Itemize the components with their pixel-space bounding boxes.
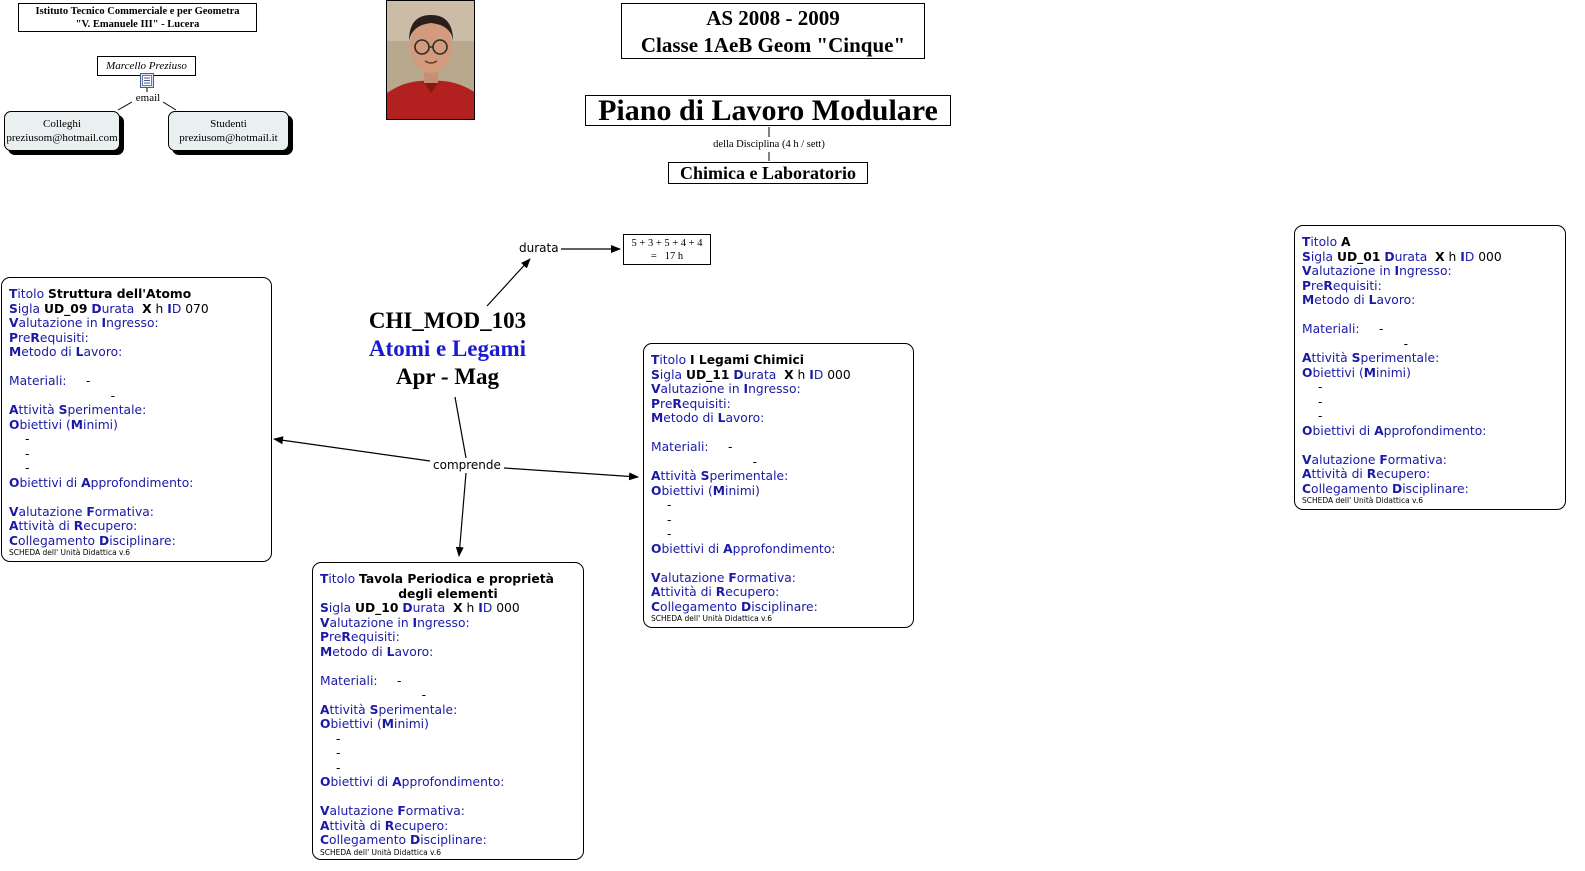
obiettivo-item: - (667, 512, 672, 527)
unit-hours: X (142, 301, 152, 316)
card-footer: SCHEDA dell' Unità Didattica v.6 (320, 847, 442, 857)
module-node[interactable] (340, 307, 555, 391)
school-name: Istituto Tecnico Commerciale e per Geometra (35, 6, 240, 17)
school-box (18, 3, 257, 32)
attivita-sperimentale-label: Attività Sperimentale: (320, 702, 458, 717)
obiettivi-minimi-label: Obiettivi (Minimi) (1302, 365, 1411, 380)
module-code: CHI_MOD_103 (368, 308, 527, 333)
unit-title-row (320, 572, 576, 587)
unit-title: I Legami Chimici (690, 353, 804, 367)
titolo-label-initial: T (651, 353, 660, 367)
contact-colleghi[interactable] (4, 111, 120, 151)
unit-code-row: Sigla UD_10 Durata X h ID 000 (320, 601, 520, 615)
obiettivo-item: - (1318, 409, 1323, 423)
collegamento-label: Collegamento Disciplinare: (320, 833, 487, 847)
unit-code-row: Sigla UD_11 Durata X h ID 000 (651, 367, 851, 382)
unit-hours: X (784, 367, 794, 382)
materiali-row: Materiali: - (320, 673, 402, 688)
school-place: "V. Emanuele III" - Lucera (75, 19, 200, 30)
author-name: Marcello Preziuso (97, 56, 196, 76)
obiettivo-item: - (336, 746, 341, 760)
unit-id: 000 (496, 601, 520, 615)
discipline-label: della Disciplina (4 h / sett) (690, 138, 848, 151)
unit-title: Struttura dell'Atomo (48, 287, 192, 301)
titolo-label: itolo (1310, 235, 1342, 249)
metodo-label: Metodo di Lavoro: (320, 644, 434, 659)
materiali-row: Materiali: - (9, 374, 91, 388)
obiettivo-item: - (667, 527, 672, 541)
unit-code: UD_09 (43, 301, 88, 316)
obiettivi-approfondimento-label: Obiettivi di Approfondimento: (320, 775, 505, 789)
comprende-label: comprende (433, 458, 501, 472)
card-footer: SCHEDA dell' Unità Didattica v.6 (651, 614, 773, 623)
valutazione-formativa-label: Valutazione Formativa: (1302, 452, 1447, 467)
contact-email: preziusom@hotmail.com (6, 132, 118, 144)
titolo-label: itolo (659, 353, 691, 367)
titolo-label-initial: T (320, 572, 329, 586)
contact-label: Colleghi (43, 118, 81, 130)
prerequisiti-label: PreRequisiti: (651, 396, 731, 411)
obiettivo-item: - (25, 461, 30, 475)
attivita-sperimentale-label: Attività Sperimentale: (651, 469, 789, 483)
materiali-dash: - (651, 454, 758, 469)
valutazione-formativa-label: Valutazione Formativa: (651, 570, 796, 585)
obiettivo-item: - (336, 760, 341, 775)
duration-total: = 17 h (650, 251, 684, 262)
unit-card-ud10[interactable] (312, 562, 584, 860)
materiali-label: Materiali: (651, 440, 709, 454)
valutazione-formativa-label: Valutazione Formativa: (9, 504, 154, 519)
metodo-label: Metodo di Lavoro: (651, 411, 765, 425)
unit-code: UD_11 (685, 367, 730, 382)
prerequisiti-label: PreRequisiti: (320, 630, 400, 644)
unit-title-line2: degli elementi (398, 586, 498, 601)
module-title: Atomi e Legami (368, 336, 527, 361)
obiettivo-item: - (1318, 394, 1323, 409)
subject-name: Chimica e Laboratorio (668, 162, 868, 184)
attivita-recupero-label: Attività di Recupero: (320, 818, 449, 833)
unit-code-row: Sigla UD_09 Durata X h ID 070 (9, 301, 209, 316)
materiali-row: Materiali: - (1302, 322, 1384, 336)
unit-card-ud09[interactable] (1, 277, 272, 562)
materiali-dash: - (1302, 336, 1409, 351)
materiali-label: Materiali: (1302, 322, 1360, 336)
duration-box (623, 234, 711, 265)
materiali-dash: - (320, 688, 427, 702)
unit-title: Tavola Periodica e proprietà (359, 572, 554, 586)
unit-id: 070 (185, 301, 209, 316)
prerequisiti-label: PreRequisiti: (1302, 278, 1382, 293)
contact-label: Studenti (210, 118, 247, 130)
materiali-label: Materiali: (320, 673, 378, 688)
class-name: Classe 1AeB Geom "Cinque" (640, 33, 906, 57)
valutazione-ingresso-label: Valutazione in Ingresso: (320, 615, 470, 630)
collegamento-label: Collegamento Disciplinare: (1302, 481, 1469, 496)
unit-title: A (1341, 235, 1351, 249)
collegamento-label: Collegamento Disciplinare: (9, 533, 176, 548)
unit-hours: X (453, 601, 463, 615)
attivita-sperimentale-label: Attività Sperimentale: (1302, 351, 1440, 365)
obiettivo-item: - (25, 446, 30, 461)
titolo-label-initial: T (9, 287, 18, 301)
obiettivo-item: - (336, 731, 341, 746)
unit-title-row (9, 287, 264, 302)
obiettivi-approfondimento-label: Obiettivi di Approfondimento: (651, 541, 836, 556)
metodo-label: Metodo di Lavoro: (1302, 293, 1416, 307)
metodo-label: Metodo di Lavoro: (9, 345, 123, 359)
valutazione-formativa-label: Valutazione Formativa: (320, 804, 465, 818)
email-label: email (133, 92, 163, 104)
titolo-label: itolo (17, 287, 49, 301)
contact-studenti[interactable] (168, 111, 289, 151)
obiettivi-minimi-label: Obiettivi (Minimi) (9, 417, 118, 432)
attivita-recupero-label: Attività di Recupero: (9, 519, 138, 533)
obiettivi-approfondimento-label: Obiettivi di Approfondimento: (9, 475, 194, 490)
materiali-dash: - (9, 388, 116, 403)
attivita-recupero-label: Attività di Recupero: (1302, 467, 1431, 481)
unit-title-row (1302, 235, 1558, 250)
obiettivi-minimi-label: Obiettivi (Minimi) (651, 483, 760, 498)
obiettivo-item: - (25, 432, 30, 446)
collegamento-label: Collegamento Disciplinare: (651, 599, 818, 614)
unit-card-ud11[interactable] (643, 343, 914, 628)
contact-email: preziusom@hotmail.it (179, 132, 278, 144)
valutazione-ingresso-label: Valutazione in Ingresso: (651, 382, 801, 396)
plan-title: Piano di Lavoro Modulare (585, 95, 951, 126)
unit-title-row (651, 353, 906, 368)
unit-card-ud01[interactable] (1294, 225, 1566, 510)
valutazione-ingresso-label: Valutazione in Ingresso: (1302, 264, 1452, 278)
card-footer: SCHEDA dell' Unità Didattica v.6 (9, 548, 131, 557)
prerequisiti-label: PreRequisiti: (9, 330, 89, 345)
unit-code: UD_10 (354, 601, 399, 615)
module-period: Apr - Mag (395, 364, 500, 389)
titolo-label: itolo (328, 572, 360, 586)
obiettivi-minimi-label: Obiettivi (Minimi) (320, 717, 429, 731)
durata-label: durata (519, 241, 559, 255)
unit-id: 000 (827, 367, 851, 382)
titolo-label-initial: T (1302, 235, 1311, 249)
unit-code-row: Sigla UD_01 Durata X h ID 000 (1302, 249, 1502, 264)
durata-link-a (487, 259, 530, 306)
card-footer: SCHEDA dell' Unità Didattica v.6 (1302, 496, 1424, 505)
duration-sum: 5 + 3 + 5 + 4 + 4 (631, 238, 703, 249)
unit-id: 000 (1478, 249, 1502, 264)
unit-code: UD_01 (1336, 249, 1381, 264)
obiettivo-item: - (667, 498, 672, 512)
materiali-row: Materiali: - (651, 440, 733, 454)
materiali-label: Materiali: (9, 374, 67, 388)
email-icon[interactable] (140, 73, 154, 88)
attivita-recupero-label: Attività di Recupero: (651, 585, 780, 599)
attivita-sperimentale-label: Attività Sperimentale: (9, 403, 147, 417)
author-photo (386, 0, 475, 120)
valutazione-ingresso-label: Valutazione in Ingresso: (9, 316, 159, 330)
school-year-box (621, 3, 925, 59)
school-year: AS 2008 - 2009 (706, 6, 840, 30)
obiettivi-approfondimento-label: Obiettivi di Approfondimento: (1302, 423, 1487, 438)
obiettivo-item: - (1318, 380, 1323, 394)
unit-hours: X (1435, 249, 1445, 264)
